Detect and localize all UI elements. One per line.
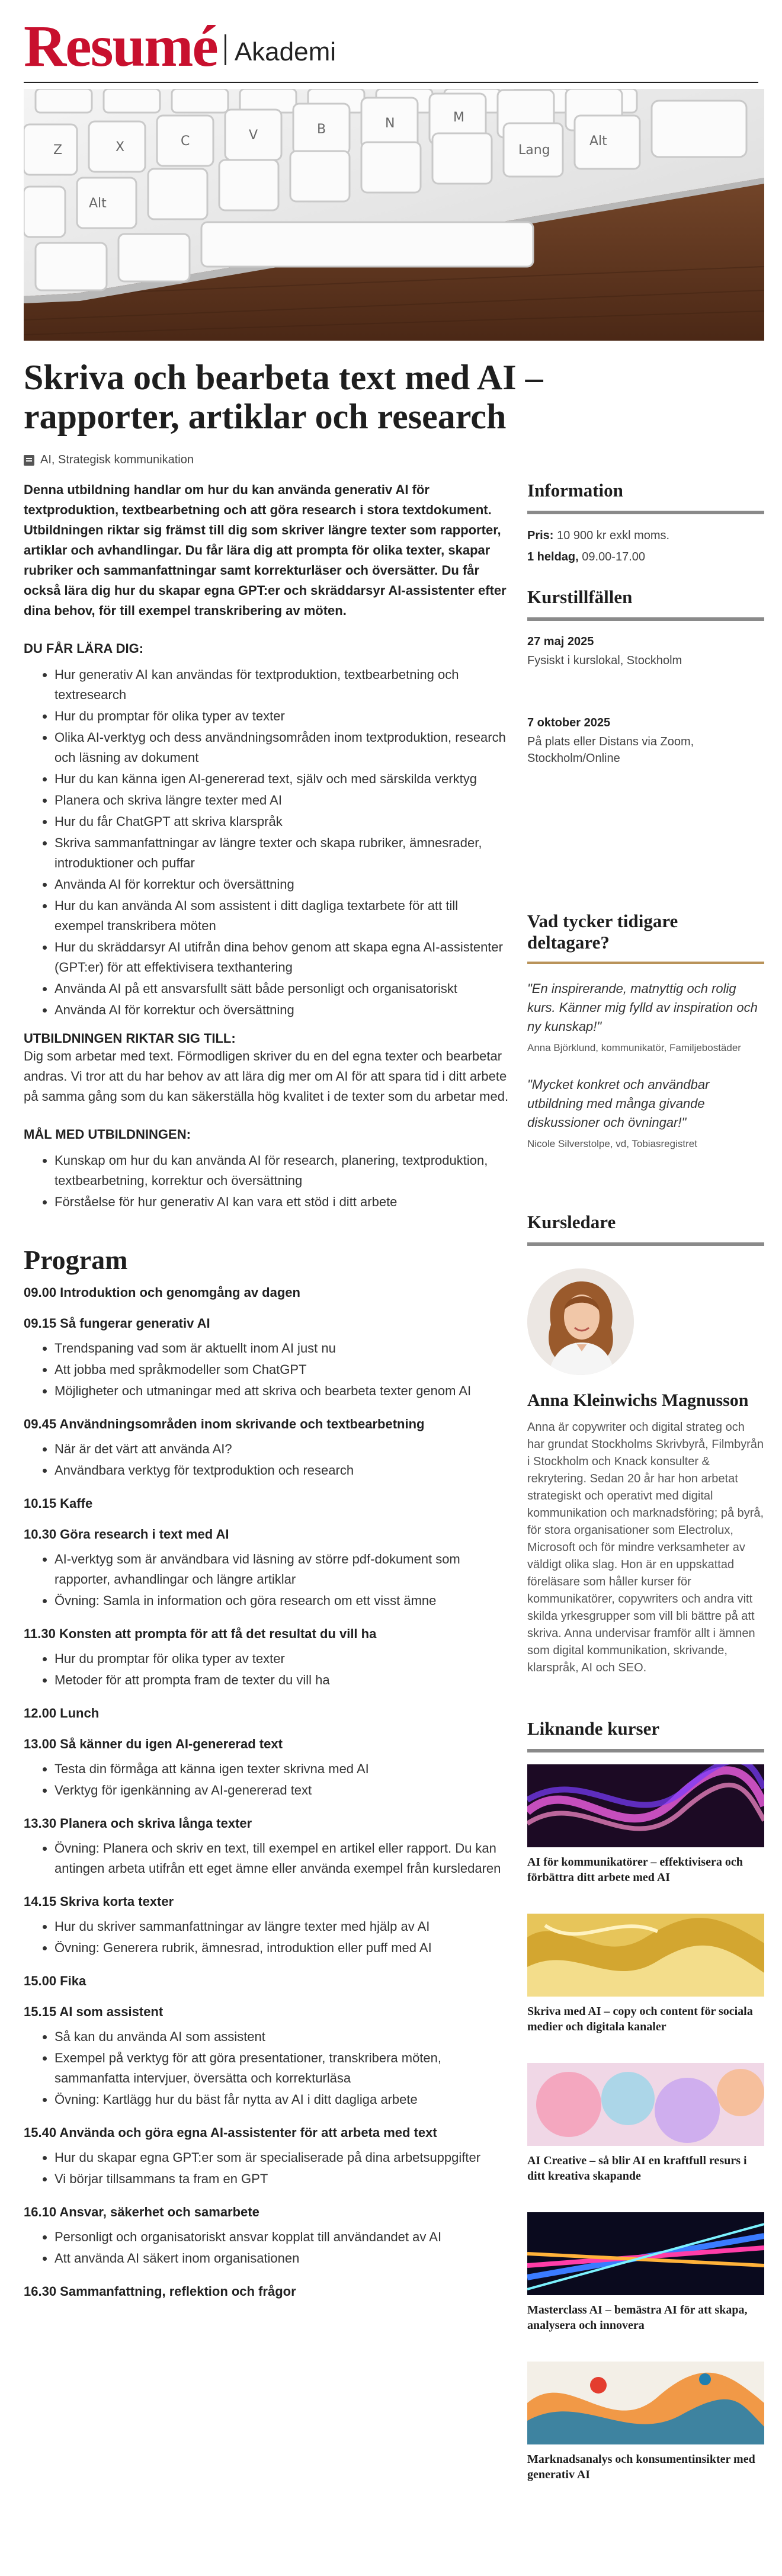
list-item: • Vi börjar tillsammans ta fram en GPT: [55, 2169, 509, 2189]
related-course-image: [527, 1914, 764, 1997]
testimonial: [527, 979, 764, 1054]
list-item: • Hur du kan använda AI som assistent i ditt dagliga textarbete för att till exempel transkribera möten: [55, 896, 509, 936]
target-heading: UTBILDNINGEN RIKTAR SIG TILL:: [24, 1031, 236, 1046]
price-value: 10 900 kr exkl moms.: [553, 529, 670, 542]
list-item: • Hur du får ChatGPT att skriva klarspråk: [55, 812, 509, 832]
hero-key-lang: Lang: [518, 143, 550, 158]
price-line: [527, 526, 764, 545]
hero-key-alt-right: Alt: [589, 134, 607, 149]
hero-key-v: V: [249, 128, 258, 143]
program-session-list: [24, 2027, 509, 2110]
program-session-title: 09.45 Användningsområden inom skrivande och textbearbetning: [24, 1417, 425, 1431]
list-item: • Använda AI på ett ansvarsfullt sätt både personligt och organisatoriskt: [55, 979, 509, 999]
list-item: • Hur du skapar egna GPT:er som är specialiserade på dina arbetsuppgifter: [55, 2148, 509, 2168]
date-option[interactable]: [527, 635, 764, 669]
related-course-title: AI för kommunikatörer – effektivisera och förbättra ditt arbete med AI: [527, 1856, 743, 1884]
related-course-card[interactable]: [527, 2212, 764, 2333]
list-item: • Metoder för att prompta fram de texter du vill ha: [55, 1670, 509, 1690]
list-item: • Trendspaning vad som är aktuellt inom AI just nu: [55, 1338, 509, 1359]
list-item: • Olika AI-verktyg och dess användningsområden inom textproduktion, research och läsning av dokument: [55, 728, 509, 768]
program-session-list: [24, 2148, 509, 2189]
list-item: • Använda AI för korrektur och översättning: [55, 1000, 509, 1020]
program-session-list: [24, 1338, 509, 1401]
dates-heading: Kurstillfällen: [527, 587, 764, 621]
info-box: [527, 480, 764, 566]
testimonial: [527, 1075, 764, 1150]
list-item: • Användbara verktyg för textproduktion och research: [55, 1460, 509, 1481]
program-session-list: [24, 1649, 509, 1690]
program-session-list: [24, 1759, 509, 1800]
related-course-title: Masterclass AI – bemästra AI för att skapa, analysera och innovera: [527, 2303, 748, 2332]
related-course-card[interactable]: [527, 1914, 764, 2034]
related-course-title: AI Creative – så blir AI en kraftfull resurs i ditt kreativa skapande: [527, 2154, 747, 2183]
list-item: • Övning: Samla in information och göra research om ett visst ämne: [55, 1591, 509, 1611]
testimonial-author: Anna Björklund, kommunikatör, Familjebostäder: [527, 1042, 741, 1053]
main-content: [24, 480, 509, 2299]
related-courses: [527, 1718, 764, 2482]
related-heading: Liknande kurser: [527, 1718, 764, 1752]
related-course-image: [527, 2063, 764, 2146]
list-item: • Förståelse för hur generativ AI kan vara ett stöd i ditt arbete: [55, 1192, 509, 1212]
leader-portrait: [527, 1268, 634, 1375]
date-location: Fysiskt i kurslokal, Stockholm: [527, 654, 682, 667]
program-session-title: 15.15 AI som assistent: [24, 2004, 164, 2019]
date-value: 27 maj 2025: [527, 635, 594, 648]
program-session-title: 13.00 Så känner du igen AI-genererad text: [24, 1736, 283, 1751]
testimonials-heading: Vad tycker tidigare deltagare?: [527, 911, 764, 964]
leader-heading: Kursledare: [527, 1212, 764, 1246]
related-course-card[interactable]: [527, 2362, 764, 2482]
site-logo[interactable]: [24, 13, 336, 79]
abstract-image: [527, 2212, 764, 2295]
abstract-image: [527, 1764, 764, 1847]
logo-divider: [225, 34, 226, 65]
related-course-image: [527, 1764, 764, 1847]
related-course-card[interactable]: [527, 2063, 764, 2184]
hero-key-c: C: [181, 134, 190, 149]
related-course-title: Skriva med AI – copy och content för sociala medier och digitala kanaler: [527, 2005, 753, 2033]
learn-heading: DU FÅR LÄRA DIG:: [24, 641, 144, 656]
list-item: • Planera och skriva längre texter med AI: [55, 790, 509, 810]
program-session-list: [24, 1917, 509, 1958]
learn-list: [24, 665, 509, 1020]
list-item: • När är det värt att använda AI?: [55, 1439, 509, 1459]
duration-line: [527, 547, 764, 566]
program-session-title: 16.10 Ansvar, säkerhet och samarbete: [24, 2205, 259, 2219]
abstract-image: [527, 2362, 764, 2444]
hero-key-n: N: [385, 116, 395, 131]
testimonial-author: Nicole Silverstolpe, vd, Tobiasregistret: [527, 1138, 697, 1149]
list-item: • Exempel på verktyg för att göra presentationer, transkribera möten, sammanfatta intervjuer, översätta och korrekturläsa: [55, 2048, 509, 2088]
course-intro: Denna utbildning handlar om hur du kan använda generativ AI för textproduktion, textbearbetning och att göra research i stora textdokument. Utbildningen riktar sig främst till dig som skriver längre texter som rapporter, artiklar och avhandlingar. Du får lära dig att prompta för olika texter, skapar rubriker och sammanfattningar samt korrekturläser och översätter. Du får också lära dig hur du skapar egna GPT:er och skräddarsyr AI-assistenter efter dina behov, för till exempel transkribering av möten.: [24, 482, 507, 618]
list-item: • Hur generativ AI kan användas för textproduktion, textbearbetning och textresearch: [55, 665, 509, 705]
hero-image: [24, 89, 764, 341]
date-location: På plats eller Distans via Zoom, Stockholm/Online: [527, 735, 694, 765]
list-item: • Personligt och organisatoriskt ansvar kopplat till användandet av AI: [55, 2227, 509, 2247]
course-categories: [24, 453, 194, 467]
goal-list: [24, 1151, 509, 1212]
program-session-title: 15.40 Använda och göra egna AI-assistenter för att arbeta med text: [24, 2125, 437, 2140]
program-session-list: [24, 1549, 509, 1611]
testimonial-quote: "Mycket konkret och användbar utbildning med många givande diskussioner och övningar!": [527, 1077, 710, 1130]
list-item: • Möjligheter och utmaningar med att skriva och bearbeta texter genom AI: [55, 1381, 509, 1401]
hero-key-m: M: [453, 110, 464, 125]
category-text[interactable]: AI, Strategisk kommunikation: [40, 453, 194, 466]
program-session-title: 10.15 Kaffe: [24, 1496, 93, 1511]
duration-label: 1 heldag,: [527, 550, 579, 563]
site-header: [24, 0, 758, 83]
related-course-image: [527, 2362, 764, 2444]
list-item: • Skriva sammanfattningar av längre texter och skapa rubriker, ämnesrader, introduktioner och puffar: [55, 833, 509, 873]
program-session-list: [24, 1838, 509, 1879]
program-session-title: 11.30 Konsten att prompta för att få det resultat du vill ha: [24, 1626, 377, 1641]
logo-sub-text: Akademi: [234, 37, 336, 66]
list-item: • Testa din förmåga att känna igen texter skrivna med AI: [55, 1759, 509, 1779]
program-session-title: 10.30 Göra research i text med AI: [24, 1527, 229, 1542]
leader-box: [527, 1212, 764, 1677]
leader-name: Anna Kleinwichs Magnusson: [527, 1390, 749, 1410]
category-icon: [24, 455, 34, 466]
related-course-title: Marknadsanalys och konsumentinsikter med generativ AI: [527, 2453, 755, 2481]
program-session-title: 15.00 Fika: [24, 1973, 86, 1988]
list-item: • Att jobba med språkmodeller som ChatGPT: [55, 1360, 509, 1380]
hero-key-x: X: [116, 140, 125, 155]
program-session-title: 12.00 Lunch: [24, 1706, 100, 1720]
target-text: Dig som arbetar med text. Förmodligen skriver du en del egna texter och bearbetar andras. Vi tror att du har behov av att lära dig mer om AI för att spara tid i ditt arbete på samma gång som du kan säkerställa hög kvalitet i de texter som du arbetar med.: [24, 1049, 509, 1104]
list-item: • Hur du skriver sammanfattningar av längre texter med hjälp av AI: [55, 1917, 509, 1937]
program-heading: Program: [24, 1245, 128, 1275]
program-session-list: [24, 2227, 509, 2269]
date-value: 7 oktober 2025: [527, 716, 611, 729]
testimonial-quote: "En inspirerande, matnyttig och rolig kurs. Känner mig fylld av inspiration och ny kunskap!": [527, 981, 758, 1034]
related-course-card[interactable]: [527, 1764, 764, 1885]
list-item: • Hur du promptar för olika typer av texter: [55, 706, 509, 726]
list-item: • Att använda AI säkert inom organisationen: [55, 2248, 509, 2269]
list-item: • Hur du kan känna igen AI-genererad text, själv och med särskilda verktyg: [55, 769, 509, 789]
leader-avatar: [527, 1268, 634, 1375]
list-item: • Verktyg för igenkänning av AI-genererad text: [55, 1780, 509, 1800]
keyboard-illustration: [24, 89, 764, 341]
list-item: • Använda AI för korrektur och översättning: [55, 874, 509, 895]
price-label: Pris:: [527, 529, 554, 542]
date-option[interactable]: [527, 716, 764, 767]
logo-main-text: Resumé: [24, 13, 217, 79]
program-session-title: 13.30 Planera och skriva långa texter: [24, 1816, 252, 1831]
program-session-title: 16.30 Sammanfattning, reflektion och frågor: [24, 2284, 296, 2299]
course-title-line-1: Skriva och bearbeta text med AI –: [24, 358, 543, 397]
hero-key-alt-left: Alt: [89, 196, 107, 211]
testimonials-box: [527, 911, 764, 1150]
dates-box: [527, 587, 764, 767]
program-session-title: 09.15 Så fungerar generativ AI: [24, 1316, 210, 1331]
hero-key-z: Z: [53, 143, 63, 158]
program-session-title: 09.00 Introduktion och genomgång av dagen: [24, 1285, 300, 1300]
program-session-title: 14.15 Skriva korta texter: [24, 1894, 174, 1909]
list-item: • AI-verktyg som är användbara vid läsning av större pdf-dokument som rapporter, avhandlingar och längre artiklar: [55, 1549, 509, 1590]
info-heading: Information: [527, 480, 764, 514]
program-session-list: [24, 1439, 509, 1481]
list-item: • Så kan du använda AI som assistent: [55, 2027, 509, 2047]
hero-key-b: B: [317, 122, 326, 137]
list-item: • Kunskap om hur du kan använda AI för research, planering, textproduktion, textbearbetning, korrektur och översättning: [55, 1151, 509, 1191]
list-item: • Övning: Generera rubrik, ämnesrad, introduktion eller puff med AI: [55, 1938, 509, 1958]
course-title-line-2: rapporter, artiklar och research: [24, 397, 507, 436]
list-item: • Hur du promptar för olika typer av texter: [55, 1649, 509, 1669]
list-item: • Övning: Planera och skriv en text, till exempel en artikel eller rapport. Du kan antingen arbeta utifrån ett eget ämne eller använda exempel från kursledaren: [55, 1838, 509, 1879]
abstract-image: [527, 2063, 764, 2146]
course-title: [24, 358, 758, 436]
leader-bio: Anna är copywriter och digital strateg och har grundat Stockholms Skrivbyrå, Filmbyrån i Stockholm och Knack konsulter & rekrytering. Sedan 20 år har hon arbetat strategiskt och operativt med digital kommunikation och marknadsföring; på byrå, för stora organisationer som Electrolux, Microsoft och för mindre verksamheter av väldigt olika slag. Hon är en uppskattad föreläsare som håller kurser för kommunikatörer, copywriters och andra vitt skilda yrkesgrupper som vill bli bättre på att skriva. Anna undervisar framför allt i ämnen som digital kommunikation, skrivande, klarspråk, AI och SEO.: [527, 1421, 764, 1674]
abstract-image: [527, 1914, 764, 1997]
goal-heading: MÅL MED UTBILDNINGEN:: [24, 1127, 191, 1142]
list-item: • Hur du skräddarsyr AI utifrån dina behov genom att skapa egna AI-assistenter (GPT:er) för att effektivisera texthantering: [55, 937, 509, 978]
related-course-image: [527, 2212, 764, 2295]
duration-value: 09.00-17.00: [578, 550, 646, 563]
list-item: • Övning: Kartlägg hur du bäst får nytta av AI i ditt dagliga arbete: [55, 2090, 509, 2110]
